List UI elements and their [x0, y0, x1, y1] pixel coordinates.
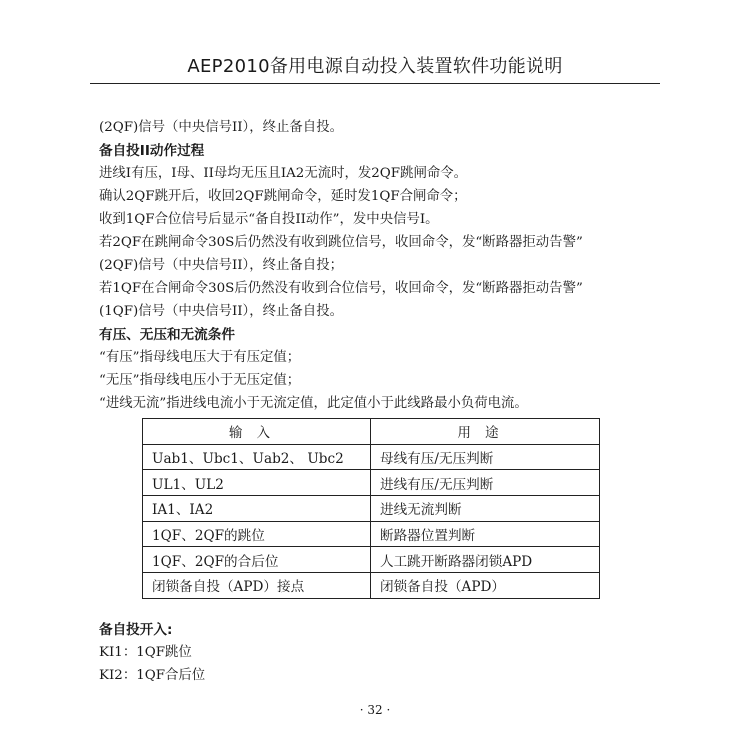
text-line: 收到1QF合位信号后显示“备自投II动作”，发中央信号I。	[99, 212, 439, 227]
table-header-cell: 用途	[371, 419, 600, 445]
table-cell: 断路器位置判断	[371, 521, 600, 547]
text-line: (2QF)信号（中央信号II），终止备自投；	[99, 258, 343, 273]
table-row	[143, 573, 600, 599]
text-line: “进线无流”指进线电流小于无流定值，此定值小于此线路最小负荷电流。	[99, 396, 528, 411]
text-line: (1QF)信号（中央信号II），终止备自投。	[99, 304, 343, 319]
page-title: AEP2010备用电源自动投入装置软件功能说明	[187, 56, 563, 77]
section-heading: 备自投开入:	[99, 622, 173, 638]
table-row	[143, 521, 600, 547]
text-line: KI1：1QF跳位	[99, 645, 192, 660]
table-row	[143, 470, 600, 496]
table-cell: 母线有压/无压判断	[371, 444, 600, 470]
title-rule	[90, 83, 660, 84]
table-cell: 1QF、2QF的跳位	[143, 521, 371, 547]
section-heading: 有压、无压和无流条件	[99, 327, 235, 343]
text-line: 进线I有压，I母、II母均无压且IA2无流时，发2QF跳闸命令。	[99, 166, 468, 181]
page-number: · 32 ·	[359, 703, 391, 717]
table-cell: 人工跳开断路器闭锁APD	[371, 547, 600, 573]
table-cell: 闭锁备自投（APD）	[371, 573, 600, 599]
text-line: “无压”指母线电压小于无压定值；	[99, 373, 301, 388]
table-cell: IA1、IA2	[143, 496, 371, 522]
table-row	[143, 444, 600, 470]
text-line: 确认2QF跳开后，收回2QF跳闸命令，延时发1QF合闸命令；	[99, 189, 467, 204]
table-header-cell: 输入	[143, 419, 371, 445]
text-line: 若1QF在合闸命令30S后仍然没有收到合位信号，收回命令，发“断路器拒动告警”	[99, 281, 583, 296]
text-line: (2QF)信号（中央信号II），终止备自投。	[99, 120, 343, 135]
io-table	[142, 418, 600, 599]
table-row	[143, 496, 600, 522]
table-header-row	[143, 419, 600, 445]
table-cell: 1QF、2QF的合后位	[143, 547, 371, 573]
table-cell: 进线无流判断	[371, 496, 600, 522]
text-line: KI2：1QF合后位	[99, 668, 206, 683]
table-row	[143, 547, 600, 573]
table-cell: Uab1、Ubc1、Uab2、 Ubc2	[143, 444, 371, 470]
table-cell: 闭锁备自投（APD）接点	[143, 573, 371, 599]
table-cell: UL1、UL2	[143, 470, 371, 496]
text-line: “有压”指母线电压大于有压定值；	[99, 350, 301, 365]
text-line: 若2QF在跳闸命令30S后仍然没有收到跳位信号，收回命令，发“断路器拒动告警”	[99, 235, 583, 250]
section-heading: 备自投II动作过程	[99, 143, 205, 159]
table-cell: 进线有压/无压判断	[371, 470, 600, 496]
